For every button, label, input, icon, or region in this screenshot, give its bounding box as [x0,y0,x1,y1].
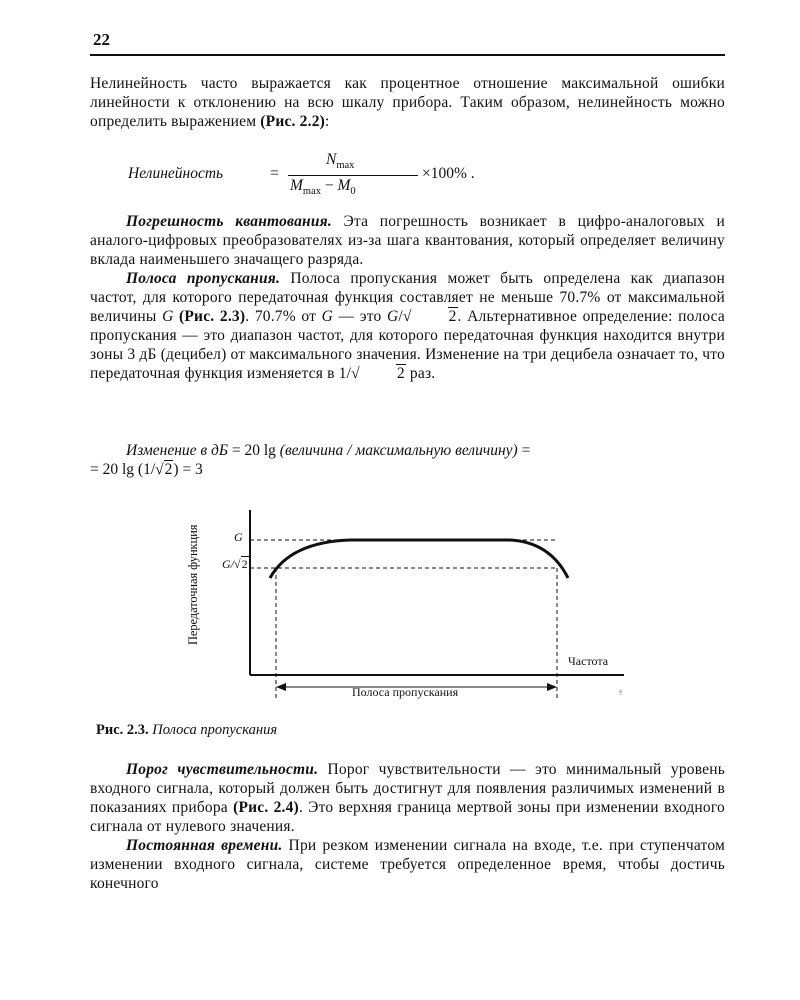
decibel-formula [90,441,725,479]
time-constant-paragraph [90,836,725,893]
intro-paragraph [90,74,725,131]
caption-title: Полоса пропускания [148,722,278,738]
bandwidth-figure [180,500,650,715]
formula-fraction [286,153,418,199]
response-curve [270,540,568,578]
symbol-g: G [321,308,334,325]
g-level-label: G [234,530,243,544]
bandwidth-text-2: . 70.7% от [245,308,322,325]
nonlinearity-formula [128,153,548,203]
time-constant-term: Постоянная времени. [126,837,283,854]
g-sqrt2-level-label: G/√2 [222,557,248,571]
quantization-paragraph [90,212,725,269]
bandwidth-arrow-left [276,683,286,691]
bandwidth-label: Полоса пропускания [352,685,459,699]
sqrt-symbol: /√ [398,308,412,325]
quantization-text: Эта погрешность возникает в цифро-аналоговых и аналого-цифровых преобразователях из-за шага квантования, который определяет величину вклада наименьшего значащего разряда. [90,213,726,268]
figure-caption [96,722,277,739]
threshold-text-1: Порог чувствительности — это минимальный уровень входного сигнала, который должен быть достигнут для появления различимых изменений в показаниях прибора [90,761,725,816]
intro-text: Нелинейность часто выражается как процентное отношение максимальной ошибки линейности к отклонению на всю шкалу прибора. Таким образом, нелинейность можно определить выражением [90,75,725,130]
sqrt-radicand: 2 [448,308,457,325]
bandwidth-text-3: — это [333,308,387,325]
formula-times-100: ×100% . [422,165,475,182]
page-number: 22 [93,30,110,49]
figure-tiny-mark: rm [619,689,624,695]
decibel-formula-line-1: Изменение в дБ = 20 lg (величина / максимальную величину) = [126,442,531,459]
formula-denominator: $M_{max} - M_0$ [290,177,356,198]
formula-equals: = [270,165,279,182]
decibel-formula-line-2: = 20 lg (1/√2) = 3 [90,461,203,478]
figure-ref-2-2: (Рис. 2.2) [260,113,326,130]
threshold-text-2: . Это верхняя граница мертвой зоны при изменении входного сигнала от нулевого значения. [90,799,726,835]
body-paragraphs-1 [90,212,725,383]
threshold-paragraph [90,760,725,836]
bandwidth-diagram [180,500,650,715]
fraction-bar [288,175,418,176]
bandwidth-arrow-right [547,683,557,691]
intro-tail: : [325,113,330,130]
threshold-term: Порог чувствительности. [126,761,319,778]
figure-ref-2-3: (Рис. 2.3) [179,308,246,325]
formula-numerator: $N_{max}$ [326,151,355,172]
caption-number: Рис. 2.3. [96,722,149,738]
y-axis-label: Передаточная функция [186,524,200,645]
bandwidth-term: Полоса пропускания. [126,270,281,287]
quantization-term: Погрешность квантования. [126,213,332,230]
bandwidth-text-4: . Альтернативное определение: полоса пропускания — это диапазон частот, для которого передаточная функция находится внутри зоны 3 дБ (децибел) от максимального значения. Изменение на три децибела означает то, что передаточная функция изменяется в 1/√ [90,308,726,382]
symbol-g: G [386,308,399,325]
symbol-g: G [162,308,174,325]
x-axis-label: Частота [568,654,609,668]
bandwidth-text-5: раз. [405,365,436,382]
bandwidth-text-1: Полоса пропускания может быть определена как диапазон частот, для которого передаточная функция составляет не меньше 70.7% от максимальной величины [90,270,725,325]
formula-label: Нелинейность [128,165,224,182]
bandwidth-paragraph [90,269,725,383]
time-constant-text: При резком изменении сигнала на входе, т.е. при ступенчатом изменении входного сигнала, системе требуется определенное время, чтобы достичь конечного [90,837,725,892]
body-paragraphs-2 [90,760,725,893]
figure-ref-2-4: (Рис. 2.4) [233,799,299,816]
sqrt-radicand: 2 [396,365,405,382]
header-rule [90,54,725,56]
